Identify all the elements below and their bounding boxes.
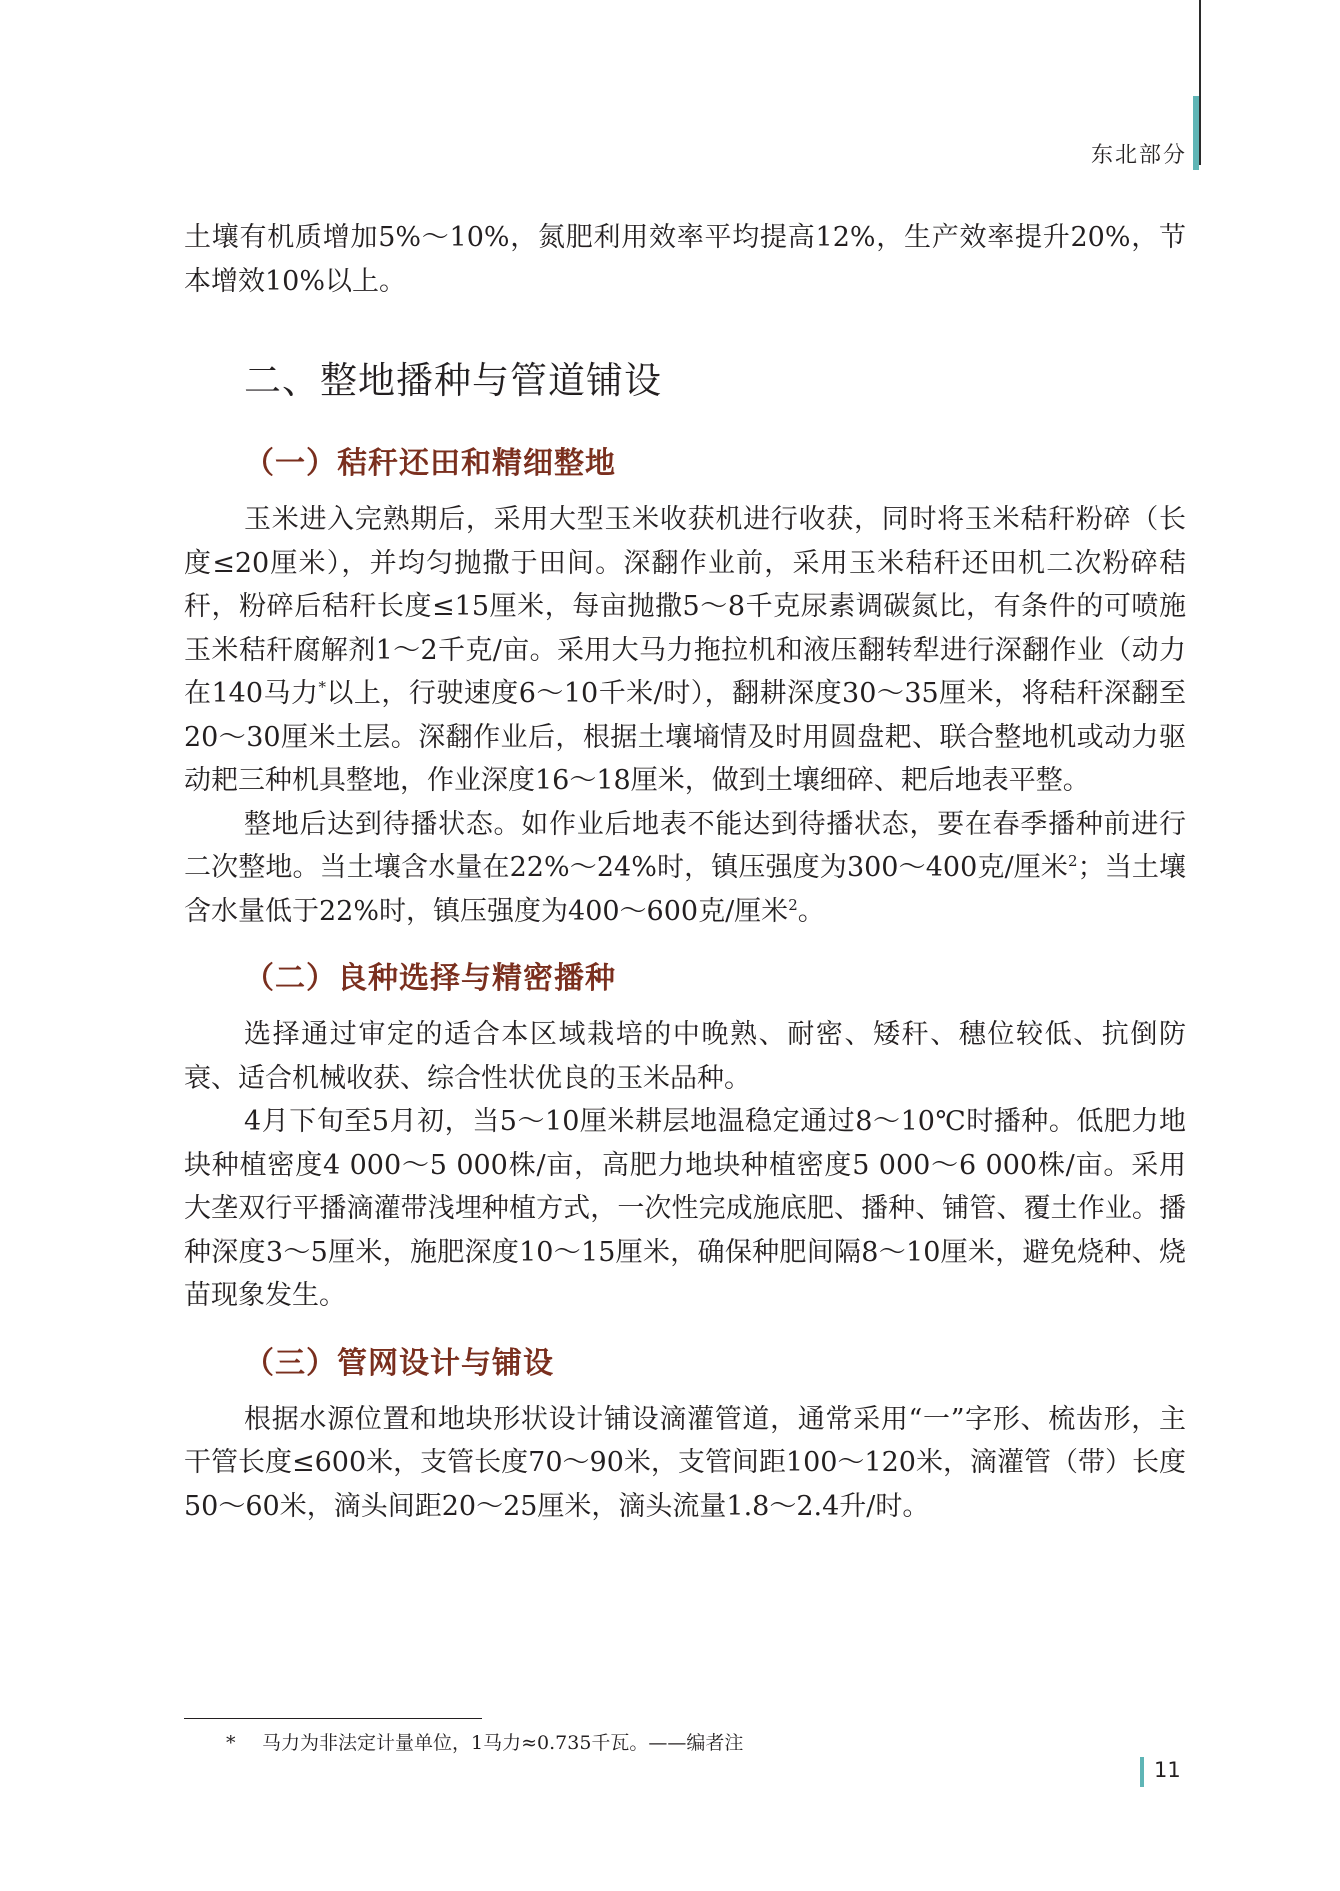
text-run: 以上，行驶速度6～10千米/时），翻耕深度30～35厘米，将秸秆深翻至20～30厘米土层。深翻作业后，根据土壤墒情及时用圆盘耙、联合整地机或动力驱动耙三种机具整地，作业深度16～18厘米，做到土壤细碎、耙后地表平整。 — [184, 678, 1186, 796]
footnote-ref: * — [318, 678, 326, 696]
page-body — [184, 216, 1186, 1528]
paragraph-variety-selection: 选择通过审定的适合本区域栽培的中晚熟、耐密、矮秆、穗位较低、抗倒防衰、适合机械收获、综合性状优良的玉米品种。 — [184, 1019, 1186, 1094]
subsection-title-3: （三）管网设计与铺设 — [244, 1345, 554, 1381]
paragraph-sowing: 4月下旬至5月初，当5～10厘米耕层地温稳定通过8～10℃时播种。低肥力地块种植密度4 000～5 000株/亩，高肥力地块种植密度5 000～6 000株/亩。采用大垄双行平播滴灌带浅埋种植方式，一次性完成施底肥、播种、铺管、覆土作业。播种深度3～5厘米，施肥深度10～15厘米，确保种肥间隔8～10厘米，避免烧种、烧苗现象发生。 — [184, 1106, 1186, 1311]
page-number: 11 — [1154, 1758, 1181, 1782]
footnote-divider — [184, 1718, 482, 1719]
superscript: 2 — [1068, 852, 1078, 870]
section-title: 二、整地播种与管道铺设 — [244, 359, 662, 402]
footnote-mark: * — [226, 1732, 236, 1754]
superscript: 2 — [788, 895, 798, 914]
text-run: ；当土壤含水量低于22%时，镇压强度为400～600克/厘米 — [184, 852, 1186, 927]
paragraph-straw-tillage — [184, 498, 1186, 803]
footnote — [226, 1728, 743, 1755]
text-run: 玉米进入完熟期后，采用大型玉米收获机进行收获，同时将玉米秸秆粉碎（长度≤20厘米），并均匀抛撒于田间。深翻作业前，采用玉米秸秆还田机二次粉碎秸秆，粉碎后秸秆长度≤15厘米，每亩抛撒5～8千克尿素调碳氮比，有条件的可喷施玉米秸秆腐解剂1～2千克/亩。采用大马力拖拉机和液压翻转犁进行深翻作业（动力在140马力 — [184, 504, 1186, 709]
paragraph-pipe-network: 根据水源位置和地块形状设计铺设滴灌管道，通常采用“一”字形、梳齿形，主干管长度≤600米，支管长度70～90米，支管间距100～120米，滴灌管（带）长度50～60米，滴头间距20～25厘米，滴头流量1.8～2.4升/时。 — [184, 1403, 1186, 1522]
intro-paragraph: 土壤有机质增加5%～10%，氮肥利用效率平均提高12%，生产效率提升20%，节本增效10%以上。 — [184, 222, 1186, 297]
subsection-title-1: （一）秸秆还田和精细整地 — [244, 446, 616, 481]
paragraph-soil-prep — [184, 803, 1186, 934]
running-header: 东北部分 — [1090, 143, 1187, 168]
header-accent-bar — [1193, 96, 1199, 170]
page-number-accent-bar — [1140, 1757, 1144, 1787]
text-run: 整地后达到待播状态。如作业后地表不能达到待播状态，要在春季播种前进行二次整地。当土壤含水量在22%～24%时，镇压强度为300～400克/厘米 — [184, 808, 1186, 883]
subsection-title-2: （二）良种选择与精密播种 — [244, 961, 616, 996]
footnote-text: 马力为非法定计量单位，1马力≈0.735千瓦。——编者注 — [262, 1732, 744, 1754]
header-vertical-rule — [1199, 0, 1201, 165]
text-run: 。 — [797, 895, 825, 927]
